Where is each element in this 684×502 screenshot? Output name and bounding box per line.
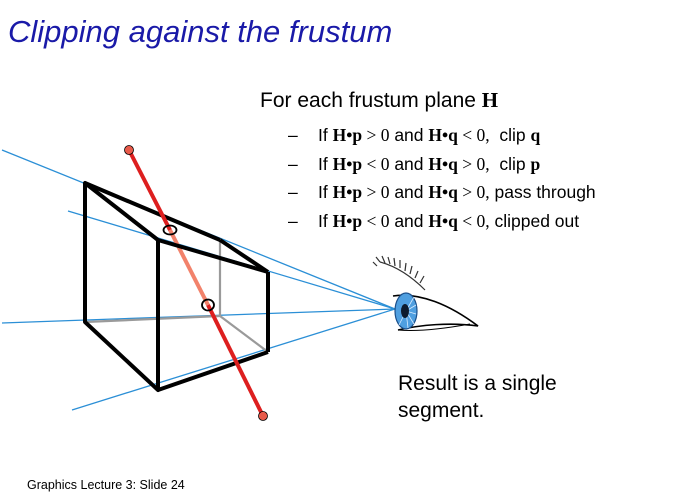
case-and: and (389, 125, 429, 145)
eye-icon (373, 256, 478, 331)
list-dash: – (288, 125, 298, 145)
case-action: pass through (489, 182, 596, 202)
dot-product-p: H•p (332, 153, 363, 174)
clip-case (288, 178, 596, 207)
relation-q: > 0, (457, 153, 490, 174)
result-line-1: Result is a single (398, 372, 557, 395)
frustum-edge (220, 240, 268, 272)
action-symbol: q (530, 125, 541, 145)
case-if: If (318, 210, 333, 231)
result-text (398, 370, 557, 424)
eyelashes (373, 256, 425, 290)
frustum-visible-edges (85, 183, 268, 390)
clip-case (288, 207, 596, 236)
relation-p: > 0 (362, 182, 390, 202)
eye-pupil (401, 304, 409, 318)
case-action: clipped out (489, 210, 580, 231)
heading-text: For each frustum plane (260, 89, 482, 112)
case-and: and (389, 210, 429, 231)
relation-q: < 0, (457, 125, 490, 145)
relation-q: > 0, (457, 182, 490, 202)
clip-case-list (288, 121, 596, 235)
case-and: and (389, 182, 429, 202)
frustum-plane-heading (260, 88, 498, 113)
frustum-near-face (85, 183, 158, 390)
list-dash: – (288, 182, 298, 202)
result-line-2: segment. (398, 399, 485, 422)
clip-case (288, 150, 596, 179)
case-if: If (318, 182, 333, 202)
dot-product-q: H•q (428, 182, 458, 202)
segment-endpoint-p (125, 146, 134, 155)
dot-product-p: H•p (332, 125, 363, 145)
list-dash: – (288, 210, 298, 231)
relation-p: < 0 (362, 153, 390, 174)
case-action: clip (489, 125, 531, 145)
dot-product-p: H•p (332, 210, 363, 231)
dot-product-q: H•q (428, 125, 458, 145)
dot-product-q: H•q (428, 210, 458, 231)
slide-title: Clipping against the frustum (8, 14, 393, 49)
frustum-edge (158, 352, 268, 390)
case-if: If (318, 153, 333, 174)
segment-outer-bottom (208, 305, 263, 416)
relation-p: < 0 (362, 210, 390, 231)
segment-outer-top (129, 150, 170, 230)
clip-case (288, 121, 596, 150)
case-action: clip (489, 153, 531, 174)
relation-q: < 0, (457, 210, 490, 231)
segment-endpoint-q (259, 412, 268, 421)
slide-footer: Graphics Lecture 3: Slide 24 (27, 478, 185, 492)
list-dash: – (288, 153, 298, 174)
case-and: and (389, 153, 429, 174)
action-symbol: p (530, 153, 541, 174)
frustum-hidden-edges (85, 240, 268, 352)
dot-product-q: H•q (428, 153, 458, 174)
plane-symbol: H (481, 88, 499, 112)
case-if: If (318, 125, 333, 145)
relation-p: > 0 (362, 125, 390, 145)
dot-product-p: H•p (332, 182, 363, 202)
segment-inside-portion (170, 230, 208, 305)
frustum-edge (158, 240, 268, 272)
